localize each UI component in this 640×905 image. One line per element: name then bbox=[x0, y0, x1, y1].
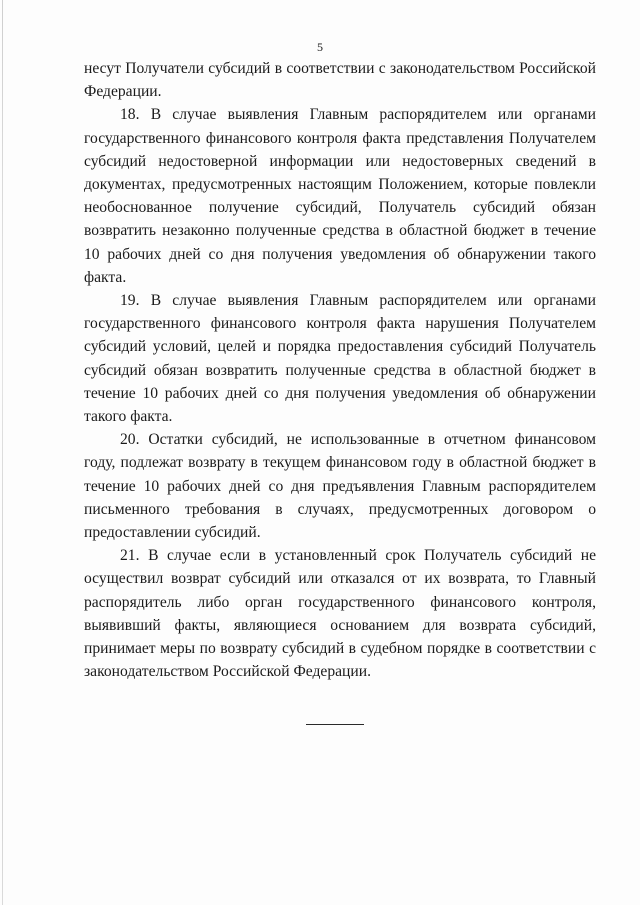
paragraph-continuation: несут Получатели субсидий в соответствии с законодательством Российской Федерации. bbox=[84, 60, 596, 101]
page-number: 5 bbox=[317, 40, 323, 54]
end-separator-line bbox=[306, 724, 364, 725]
page-edge-shadow bbox=[2, 0, 3, 905]
paragraph-19: 19. В случае выявления Главным распорядителем или органами государственного финансового контроля факта нарушения Получателем субсидий условий, целей и порядка предоставления субсидий Получатель субсидий обязан возвратить полученные средства в областной бюджет в течение 10 рабочих дней со дня получения уведомления об обнаружении такого факта. bbox=[84, 292, 596, 426]
paragraph-21: 21. В случае если в установленный срок Получатель субсидий не осуществил возврат субсидий или отказался от их возврата, то Главный распорядитель либо орган государственного финансового контроля, выявивший факты, являющиеся основанием для возврата субсидий, принимает меры по возврату субсидий в судебном порядке в соответствии с законодательством Российской Федерации. bbox=[84, 547, 596, 681]
paragraph-18: 18. В случае выявления Главным распорядителем или органами государственного финансового контроля факта представления Получателем субсидий недостоверной информации или недостоверных сведений в документах, предусмотренных настоящим Положением, которые повлекли необоснованное получение субсидий, Получатель субсидий обязан возвратить незаконно полученные средства в областной бюджет в течение 10 рабочих дней со дня получения уведомления об обнаружении такого факта. bbox=[84, 106, 596, 286]
paragraph-20: 20. Остатки субсидий, не использованные в отчетном финансовом году, подлежат возврату в текущем финансовом году в областной бюджет в течение 10 рабочих дней со дня предъявления Главным распорядителем письменного требования в случаях, предусмотренных договором о предоставлении субсидий. bbox=[84, 431, 596, 542]
document-body bbox=[84, 57, 596, 683]
